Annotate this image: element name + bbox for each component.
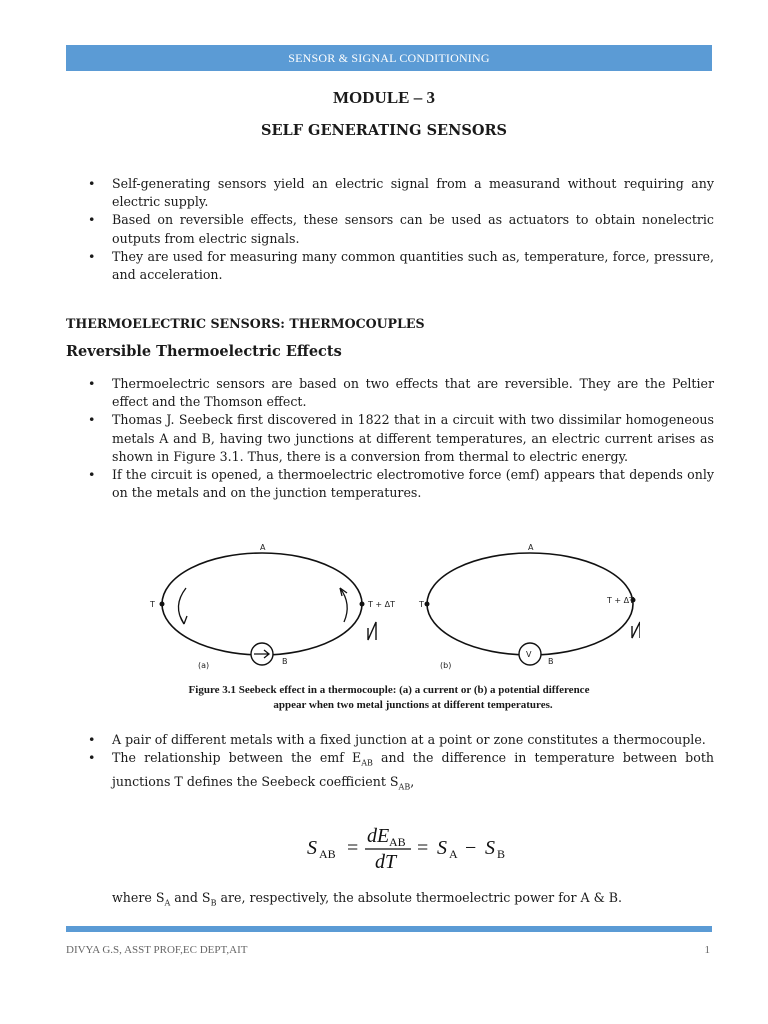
text-span: , xyxy=(410,773,415,789)
subsection-heading: Reversible Thermoelectric Effects xyxy=(66,343,342,360)
thermoelectric-bullet-list xyxy=(84,375,714,502)
text-span: and the difference in temperature between both junctions T defines the Seebeck coefficient S xyxy=(112,750,714,789)
temp-t-delta-label: T + ΔT xyxy=(368,600,396,609)
metal-a-label: A xyxy=(528,543,534,552)
eq-s: S xyxy=(307,837,317,859)
temp-t-label: T xyxy=(419,600,424,609)
text-span: are, respectively, the absolute thermoelectric power for A & B. xyxy=(216,890,623,905)
temp-t-label: T xyxy=(150,600,155,609)
seebeck-figure xyxy=(140,538,640,678)
seebeck-equation xyxy=(305,822,535,872)
eq-minus: − xyxy=(465,837,477,859)
page-header: SENSOR & SIGNAL CONDITIONING xyxy=(66,45,712,71)
chapter-title: SELF GENERATING SENSORS xyxy=(261,122,507,139)
metal-a-label: A xyxy=(260,543,266,552)
text-span: and S xyxy=(170,890,211,905)
page-number: 1 xyxy=(704,944,710,956)
where-line xyxy=(112,890,622,908)
list-item: • Self-generating sensors yield an electric signal from a measurand without requiring any electric supply. xyxy=(84,175,714,211)
metal-b-label: B xyxy=(282,657,288,666)
circuit-loop-a xyxy=(162,553,362,655)
eq-numerator: dE xyxy=(367,825,390,847)
metal-b-label: B xyxy=(548,657,554,666)
list-item: • If the circuit is opened, a thermoelectric electromotive force (emf) appears that depends only on the metals and on the junction temperatures. xyxy=(84,466,714,502)
figure-caption-line2: appear when two metal junctions at different temperatures. xyxy=(273,699,553,711)
eq-sa: S xyxy=(437,837,447,859)
eq-s-sub: AB xyxy=(319,847,336,861)
text-span: The relationship between the emf E xyxy=(112,750,362,766)
circuit-loop-b xyxy=(427,553,633,655)
eq-numerator-sub: AB xyxy=(389,835,406,849)
voltmeter-label: V xyxy=(526,650,532,659)
junction-dot xyxy=(425,602,430,607)
heat-zigzag-icon xyxy=(632,622,640,638)
eq-equals: = xyxy=(347,837,359,859)
text-span: where S xyxy=(112,890,165,905)
list-item: • A pair of different metals with a fixed junction at a point or zone constitutes a thermocouple. xyxy=(84,731,714,749)
panel-a-label: (a) xyxy=(198,661,210,670)
eq-sb: S xyxy=(485,837,495,859)
junction-dot xyxy=(360,602,365,607)
eq-denominator: dT xyxy=(375,851,397,872)
eq-equals: = xyxy=(417,837,429,859)
eq-sb-sub: B xyxy=(497,847,506,861)
module-label: MODULE – 3 xyxy=(333,88,435,107)
subscript: A xyxy=(164,898,171,908)
section-heading: THERMOELECTRIC SENSORS: THERMOCOUPLES xyxy=(66,316,425,331)
footer-author: DIVYA G.S, ASST PROF,EC DEPT,AIT xyxy=(66,944,248,956)
thermocouple-bullet-list xyxy=(84,731,714,797)
intro-bullet-list xyxy=(84,175,714,284)
list-item: • Thermoelectric sensors are based on two effects that are reversible. They are the Peltier effect and the Thomson effect. xyxy=(84,375,714,411)
subscript: B xyxy=(210,898,217,908)
list-item xyxy=(84,749,714,796)
eq-sa-sub: A xyxy=(449,847,458,861)
list-item: • They are used for measuring many common quantities such as, temperature, force, pressure, and acceleration. xyxy=(84,248,714,284)
footer-rule xyxy=(66,926,712,932)
subscript: AB xyxy=(398,782,411,792)
figure-caption-line1: Figure 3.1 Seebeck effect in a thermocouple: (a) a current or (b) a potential difference xyxy=(188,684,590,696)
subscript: AB xyxy=(361,758,373,768)
panel-b-label: (b) xyxy=(440,661,452,670)
current-arrow-icon xyxy=(178,588,186,624)
junction-dot xyxy=(160,602,165,607)
list-item: • Thomas J. Seebeck first discovered in 1822 that in a circuit with two dissimilar homogeneous metals A and B, having two junctions at different temperatures, an electric current arises as shown in Figure 3.1. Thus, there is a conversion from thermal to electric energy. xyxy=(84,411,714,466)
temp-t-delta-label: T + ΔT xyxy=(606,596,634,605)
heat-zigzag-icon xyxy=(368,622,376,640)
list-item: • Based on reversible effects, these sensors can be used as actuators to obtain nonelectric outputs from electric signals. xyxy=(84,211,714,247)
